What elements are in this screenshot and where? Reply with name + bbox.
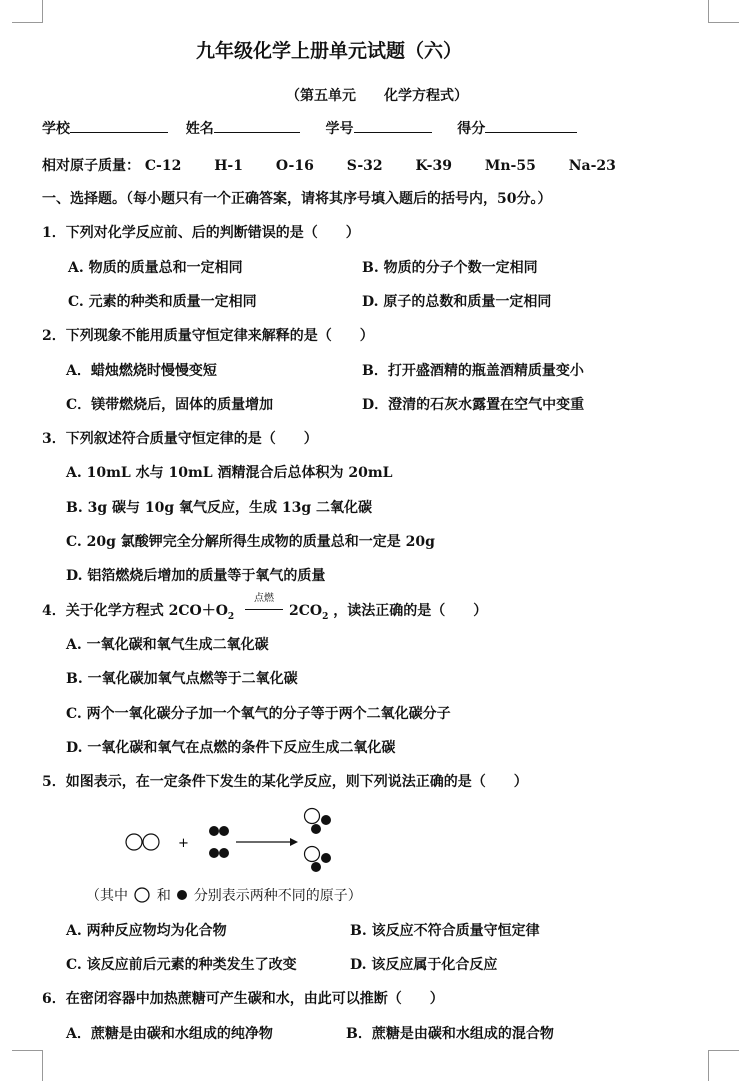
atomic-mass-item: K-39	[415, 158, 452, 174]
q2-option-c[interactable]: C．镁带燃烧后，固体的质量增加	[66, 397, 274, 413]
student-id-label: 学号	[325, 121, 354, 137]
student-id-field[interactable]	[354, 118, 432, 133]
score-label: 得分	[457, 121, 486, 137]
reaction-diagram	[120, 802, 340, 872]
q4-stem-prefix: 4．关于化学方程式 2CO＋O	[42, 603, 228, 619]
question-2-stem: 2．下列现象不能用质量守恒定律来解释的是（ ）	[42, 328, 374, 344]
page-title: 九年级化学上册单元试题（六）	[196, 40, 463, 62]
name-label: 姓名	[185, 121, 214, 137]
info-row	[42, 118, 577, 138]
q1-option-b[interactable]: B. 物质的分子个数一定相同	[362, 260, 538, 276]
atomic-mass-row	[42, 155, 644, 175]
atomic-mass-item: S-32	[346, 158, 383, 174]
q3-option-b[interactable]: B. 3g 碳与 10g 氧气反应，生成 13g 二氧化碳	[66, 500, 373, 516]
q3-option-d[interactable]: D. 铝箔燃烧后增加的质量等于氧气的质量	[66, 568, 326, 584]
q2-option-a[interactable]: A．蜡烛燃烧时慢慢变短	[66, 363, 217, 379]
question-5-stem: 5．如图表示，在一定条件下发生的某化学反应，则下列说法正确的是（ ）	[42, 774, 528, 790]
equals-line	[245, 609, 283, 610]
page-subtitle: （第五单元 化学方程式）	[286, 88, 468, 104]
atomic-mass-item: H-1	[214, 158, 243, 174]
q1-option-c[interactable]: C. 元素的种类和质量一定相同	[68, 294, 257, 310]
black-atom-icon	[175, 887, 189, 903]
reactant-white-molecule	[126, 834, 159, 850]
reaction-condition: 点燃	[254, 593, 275, 604]
reaction-arrow-icon	[236, 838, 298, 846]
score-field[interactable]	[485, 118, 577, 133]
question-3-stem: 3．下列叙述符合质量守恒定律的是（ ）	[42, 431, 318, 447]
co2-subscript: 2	[322, 611, 329, 622]
o2-subscript: 2	[227, 611, 235, 622]
section-heading: 一、选择题。（每小题只有一个正确答案，请将其序号填入题后的括号内，50分。）	[42, 191, 552, 207]
question-6-stem: 6．在密闭容器中加热蔗糖可产生碳和水，由此可以推断（ ）	[42, 991, 444, 1007]
crop-mark-top-left	[12, 0, 43, 23]
q4-option-a[interactable]: A. 一氧化碳和氧气生成二氧化碳	[66, 637, 269, 653]
atomic-mass-item: Mn-55	[484, 158, 536, 174]
q4-product: 2CO	[289, 603, 323, 619]
school-label: 学校	[42, 121, 70, 137]
crop-mark-top-right	[708, 0, 739, 23]
q2-option-b[interactable]: B．打开盛酒精的瓶盖酒精质量变小	[362, 363, 584, 379]
legend-and: 和	[156, 888, 171, 904]
q5-option-b[interactable]: B. 该反应不符合质量守恒定律	[350, 923, 540, 939]
q6-option-a[interactable]: A．蔗糖是由碳和水组成的纯净物	[66, 1026, 273, 1042]
crop-mark-bottom-right	[708, 1050, 739, 1081]
legend-suffix: 分别表示两种不同的原子）	[193, 888, 362, 904]
q4-option-d[interactable]: D. 一氧化碳和氧气在点燃的条件下反应生成二氧化碳	[66, 740, 396, 756]
atomic-mass-item: C-12	[144, 158, 182, 174]
white-atom-icon	[132, 887, 152, 903]
legend-prefix: （其中	[86, 888, 128, 904]
q3-option-a[interactable]: A. 10mL 水与 10mL 酒精混合后总体积为 20mL	[66, 465, 393, 481]
diagram-legend	[86, 885, 362, 905]
question-4-stem	[42, 593, 488, 622]
q6-option-b[interactable]: B．蔗糖是由碳和水组成的混合物	[346, 1026, 554, 1042]
q2-option-d[interactable]: D．澄清的石灰水露置在空气中变重	[362, 397, 585, 413]
q5-option-c[interactable]: C. 该反应前后元素的种类发生了改变	[66, 957, 297, 973]
atomic-mass-label: 相对原子质量：	[42, 158, 140, 174]
atomic-mass-item: O-16	[275, 158, 314, 174]
q4-option-c[interactable]: C. 两个一氧化碳分子加一个氧气的分子等于两个二氧化碳分子	[66, 706, 451, 722]
q5-option-d[interactable]: D. 该反应属于化合反应	[350, 957, 498, 973]
question-1-stem: 1．下列对化学反应前、后的判断错误的是（ ）	[42, 225, 360, 241]
name-field[interactable]	[214, 118, 300, 133]
reaction-arrow	[239, 593, 289, 619]
q4-stem-suffix: ，读法正确的是（ ）	[333, 603, 488, 619]
plus-sign: +	[178, 836, 189, 851]
q1-option-d[interactable]: D. 原子的总数和质量一定相同	[362, 294, 552, 310]
reactant-black-molecules	[209, 826, 229, 858]
school-field[interactable]	[70, 118, 168, 133]
q4-option-b[interactable]: B. 一氧化碳加氧气点燃等于二氧化碳	[66, 671, 298, 687]
q5-option-a[interactable]: A. 两种反应物均为化合物	[66, 923, 227, 939]
q1-option-a[interactable]: A. 物质的质量总和一定相同	[68, 260, 243, 276]
product-molecules	[305, 809, 332, 873]
atomic-mass-item: Na-23	[568, 158, 616, 174]
crop-mark-bottom-left	[12, 1050, 43, 1081]
q3-option-c[interactable]: C. 20g 氯酸钾完全分解所得生成物的质量总和一定是 20g	[66, 534, 435, 550]
